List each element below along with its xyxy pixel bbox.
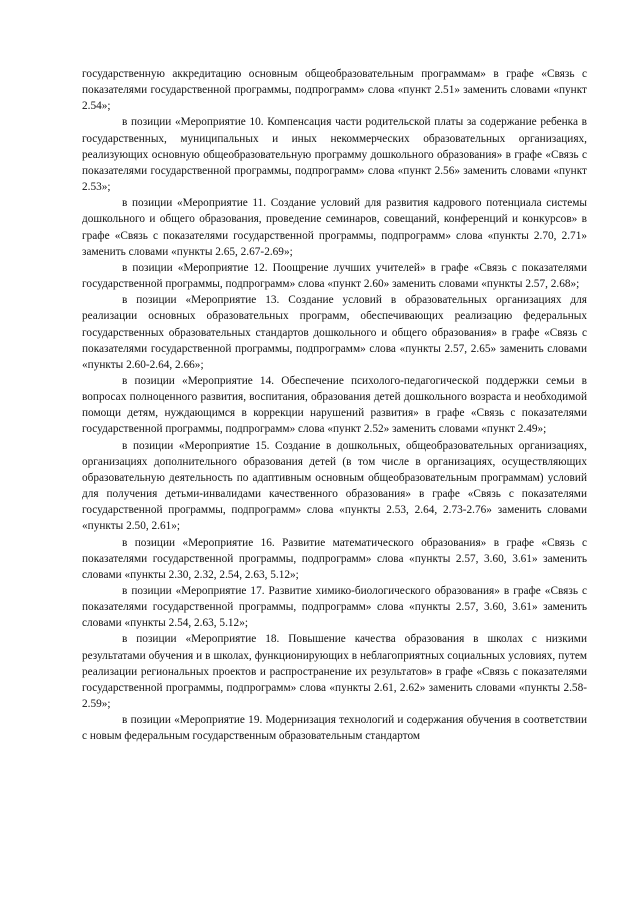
paragraph-1: государственную аккредитацию основным общеобразовательным программам» в графе «Связь с показателями государственной программы, подпрограмм» слова «пункт 2.51» заменить словами «пункт 2.54»;: [82, 68, 587, 113]
paragraph-6: в позиции «Мероприятие 14. Обеспечение психолого-педагогической поддержки семьи в вопросах полноценного развития, воспитания, образования детей дошкольного возраста и необходимой помощи детям, нуждающимся в коррекции нарушений развития» в графе «Связь с показателями государственной программы, подпрограмм» слова «пункт 2.52» заменить словами «пункт 2.49»;: [82, 374, 587, 436]
paragraph-5: в позиции «Мероприятие 13. Создание условий в образовательных организациях для реализации основных образовательных программ, обеспечивающих реализацию федеральных государственных образовательных стандартов дошкольного и общего образования» в графе «Связь с показателями государственной программы, подпрограмм» слова «пункты 2.57, 2.65» заменить словами «пункты 2.60-2.64, 2.66»;: [82, 294, 587, 371]
paragraph-10: в позиции «Мероприятие 18. Повышение качества образования в школах с низкими результатами обучения и в школах, функционирующих в неблагоприятных социальных условиях, путем реализации региональных проектов и распространение их результатов» в графе «Связь с показателями государственной программы, подпрограмм» слова «пункты 2.61, 2.62» заменить словами «пункты 2.58-2.59»;: [82, 633, 587, 711]
document-page: [82, 66, 587, 745]
paragraph-2: в позиции «Мероприятие 10. Компенсация части родительской платы за содержание ребенка в государственных, муниципальных и иных некоммерческих образовательных организациях, реализующих основную общеобразовательную программу дошкольного образования» в графе «Связь с показателями государственной программы, подпрограмм» слова «пункт 2.56» заменить словами «пункт 2.53»;: [82, 116, 587, 194]
paragraph-3: в позиции «Мероприятие 11. Создание условий для развития кадрового потенциала системы дошкольного и общего образования, проведение семинаров, совещаний, конференций и конкурсов» в графе «Связь с показателями государственной программы, подпрограмм» слова «пункты 2.70, 2.71» заменить словами «пункты 2.65, 2.67-2.69»;: [82, 197, 587, 258]
paragraph-4: в позиции «Мероприятие 12. Поощрение лучших учителей» в графе «Связь с показателями государственной программы, подпрограмм» слова «пункт 2.60» заменить словами «пункты 2.57, 2.68»;: [82, 261, 587, 291]
paragraph-11: в позиции «Мероприятие 19. Модернизация технологий и содержания обучения в соответствии с новым федеральным государственным образовательным стандартом: [82, 714, 587, 743]
paragraph-7: в позиции «Мероприятие 15. Создание в дошкольных, общеобразовательных организациях, организациях дополнительного образования детей (в том числе в организациях, осуществляющих образовательную деятельность по адаптивным основным общеобразовательным программам) условий для получения детьми-инвалидами качественного образования» в графе «Связь с показателями государственной программы, подпрограмм» слова «пункты 2.53, 2.64, 2.73-2.76» заменить словами «пункты 2.50, 2.61»;: [82, 439, 587, 533]
paragraph-8: в позиции «Мероприятие 16. Развитие математического образования» в графе «Связь с показателями государственной программы, подпрограмм» слова «пункты 2.57, 3.60, 3.61» заменить словами «пункты 2.30, 2.32, 2.54, 2.63, 5.12»;: [82, 536, 587, 581]
paragraph-9: в позиции «Мероприятие 17. Развитие химико-биологического образования» в графе «Связь с показателями государственной программы, подпрограмм» слова «пункты 2.57, 3.60, 3.61» заменить словами «пункты 2.54, 2.63, 5.12»;: [82, 585, 587, 630]
